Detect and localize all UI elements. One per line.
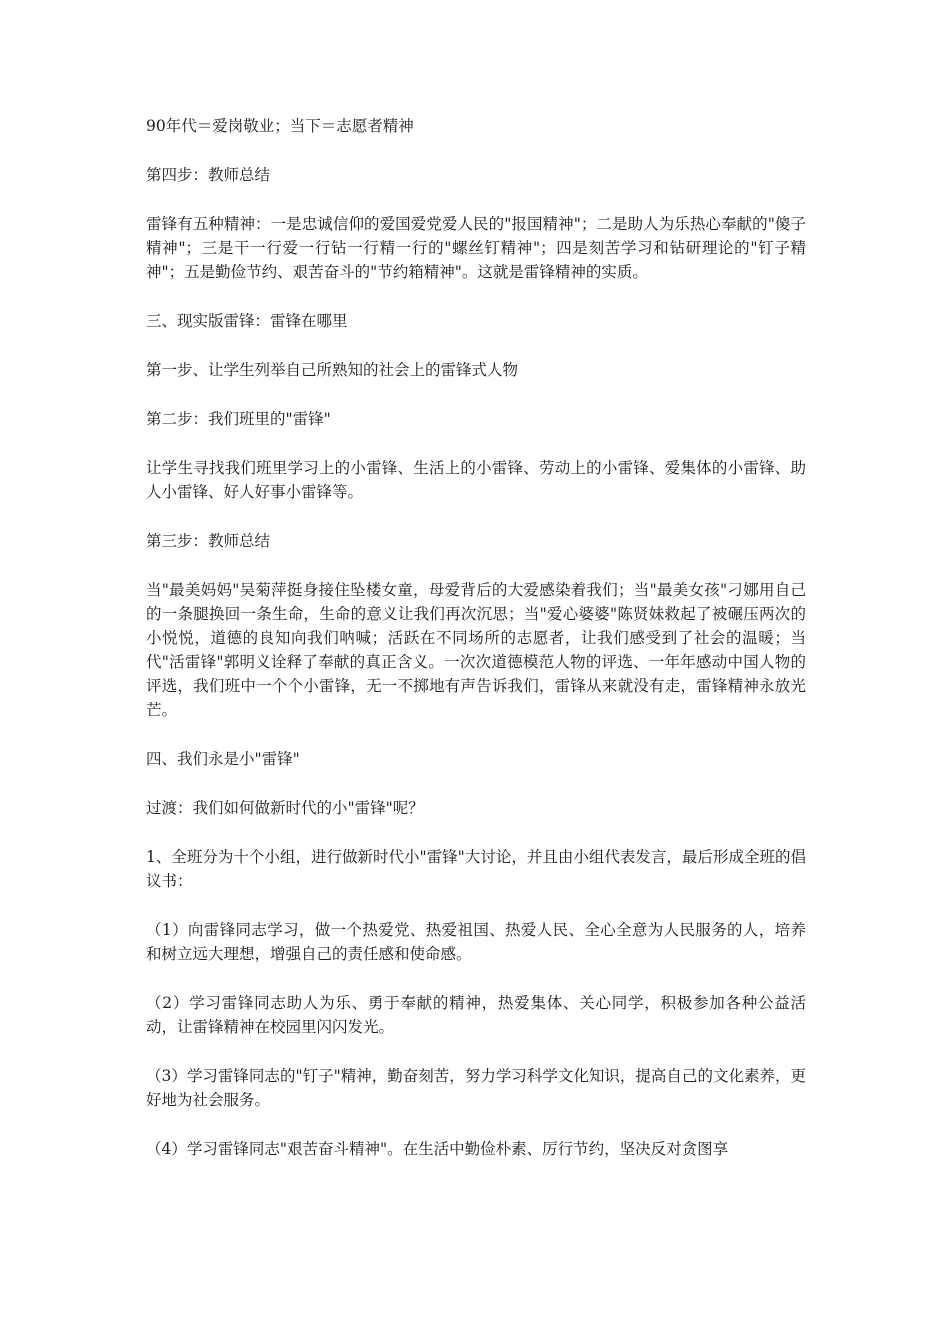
heading-step-four-teacher-summary: 第四步：教师总结 [146,166,271,184]
section-heading-forever-little-leifeng: 四、我们永是小"雷锋" [146,750,300,768]
proposal-item-2: （2）学习雷锋同志助人为乐、勇于奉献的精神，热爱集体、关心同学，积极参加各种公益活动，让雷锋精神在校园里闪闪发光。 [146,994,806,1036]
paragraph-moral-models: 当"最美妈妈"吴菊萍挺身接住坠楼女童，母爱背后的大爱感染着我们；当"最美女孩"刁娜用自己的一条腿换回一条生命，生命的意义让我们再次沉思；当"爱心婆婆"陈贤妹救起了被碾压两次的小悦悦，道德的良知向我们呐喊；活跃在不同场所的志愿者，让我们感受到了社会的温暖；当代"活雷锋"郭明义诠释了奉献的真正含义。一次次道德模范人物的评选、一年年感动中国人物的评选，我们班中一个个小雷锋，无一不掷地有声告诉我们，雷锋从来就没有走，雷锋精神永放光芒。 [146,581,806,719]
proposal-item-1: （1）向雷锋同志学习，做一个热爱党、热爱祖国、热爱人民、全心全意为人民服务的人，培养和树立远大理想，增强自己的责任感和使命感。 [146,921,806,963]
heading-step-two: 第二步：我们班里的"雷锋" [146,410,331,428]
paragraph-era-comparison: 90年代＝爱岗敬业；当下＝志愿者精神 [146,117,414,135]
paragraph-transition: 过渡：我们如何做新时代的小"雷锋"呢？ [146,799,424,817]
proposal-item-4: （4）学习雷锋同志"艰苦奋斗精神"。在生活中勤俭朴素、厉行节约，坚决反对贪图享 [146,1140,729,1158]
proposal-item-3: （3）学习雷锋同志的"钉子"精神，勤奋刻苦，努力学习科学文化知识，提高自己的文化素养，更好地为社会服务。 [146,1067,806,1109]
heading-step-one: 第一步、让学生列举自己所熟知的社会上的雷锋式人物 [146,361,519,379]
section-heading-real-leifeng: 三、现实版雷锋：雷锋在哪里 [146,312,348,330]
paragraph-class-leifeng: 让学生寻找我们班里学习上的小雷锋、生活上的小雷锋、劳动上的小雷锋、爱集体的小雷锋、助人小雷锋、好人好事小雷锋等。 [146,459,806,501]
heading-step-three-teacher-summary: 第三步：教师总结 [146,532,271,550]
paragraph-group-discussion: 1、全班分为十个小组，进行做新时代小"雷锋"大讨论，并且由小组代表发言，最后形成全班的倡议书： [146,848,806,890]
document-body [146,114,806,1186]
paragraph-five-spirits: 雷锋有五种精神：一是忠诚信仰的爱国爱党爱人民的"报国精神"；二是助人为乐热心奉献的"傻子精神"；三是干一行爱一行钻一行精一行的"螺丝钉精神"；四是刻苦学习和钻研理论的"钉子精神"；五是勤俭节约、艰苦奋斗的"节约箱精神"。这就是雷锋精神的实质。 [146,215,806,281]
